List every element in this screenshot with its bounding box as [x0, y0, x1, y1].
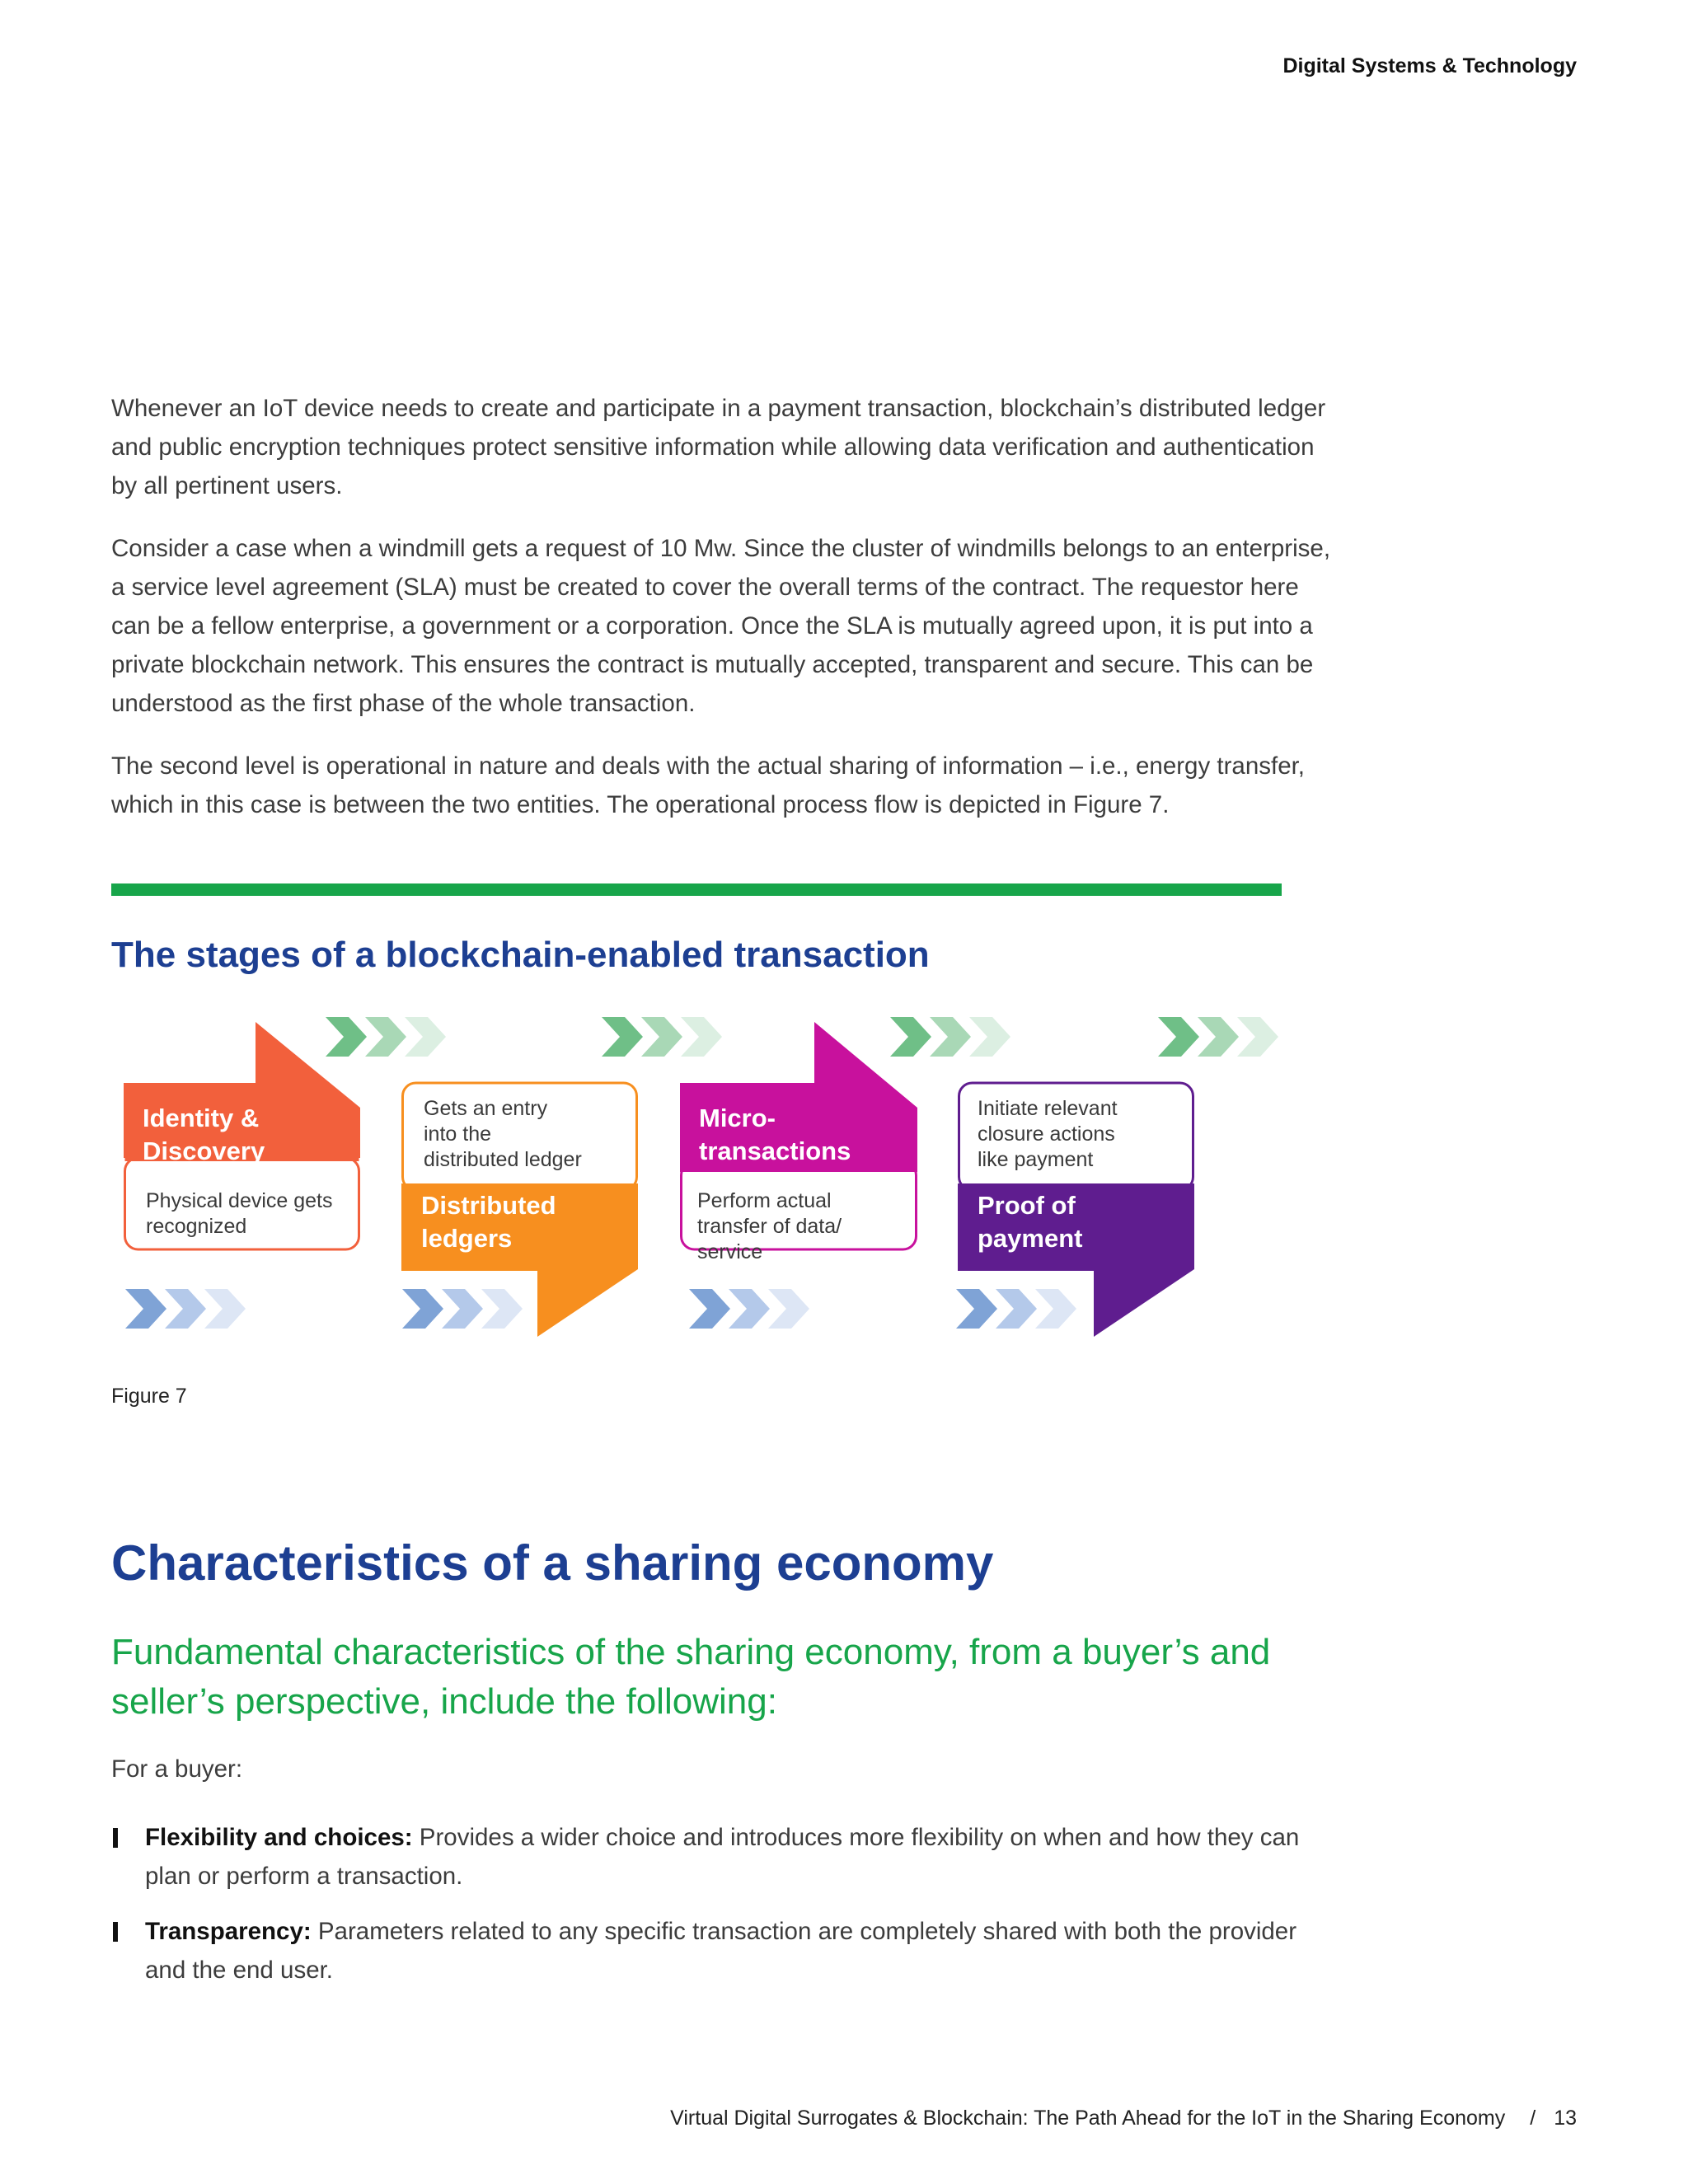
figure-caption: Figure 7	[111, 1385, 187, 1408]
bullet-marker	[113, 1828, 118, 1848]
footer-separator: /	[1530, 2107, 1536, 2130]
for-buyer-label: For a buyer:	[111, 1755, 243, 1783]
stage-2-label: Distributed ledgers	[421, 1191, 556, 1253]
transaction-stages-diagram	[115, 997, 1294, 1343]
figure-title: The stages of a blockchain-enabled transaction	[111, 935, 930, 975]
stage-1-description: Physical device gets recognized	[146, 1189, 333, 1238]
section-divider	[111, 883, 1282, 896]
stage-1-label: Identity & Discovery	[143, 1104, 265, 1165]
page-header-title: Digital Systems & Technology	[1282, 54, 1577, 77]
stage-3-label: Micro- transactions	[699, 1104, 851, 1165]
section-heading: Characteristics of a sharing economy	[111, 1535, 994, 1591]
page-number: 13	[1554, 2107, 1577, 2130]
footer-document-title: Virtual Digital Surrogates & Blockchain: The Path Ahead for the IoT in the Sharing Economy	[670, 2107, 1506, 2130]
section-subheading: Fundamental characteristics of the sharing economy, from a buyer’s and seller’s perspective, include the following:	[111, 1632, 1271, 1722]
bullet-text: Provides a wider choice and introduces more flexibility on when and how they can plan or perform a transaction.	[145, 1824, 1300, 1890]
stage-4-description: Initiate relevant closure actions like payment	[978, 1097, 1118, 1171]
bullet-term: Flexibility and choices:	[145, 1824, 413, 1851]
bullet-marker	[113, 1922, 118, 1942]
bullet-text: Parameters related to any specific transaction are completely shared with both the provider and the end user.	[145, 1918, 1297, 1984]
intro-paragraph-2: Consider a case when a windmill gets a request of 10 Mw. Since the cluster of windmills belongs to an enterprise, a service level agreement (SLA) must be created to cover the overall terms of the contract. The requestor here can be a fellow enterprise, a government or a corporation. Once the SLA is mutually agreed upon, it is put into a private blockchain network. This ensures the contract is mutually accepted, transparent and secure. This can be understood as the first phase of the whole transaction.	[111, 535, 1331, 717]
stage-3-description: Perform actual transfer of data/ service	[697, 1189, 842, 1263]
bullet-term: Transparency:	[145, 1918, 312, 1945]
intro-paragraph-3: The second level is operational in nature and deals with the actual sharing of information – i.e., energy transfer, which in this case is between the two entities. The operational process flow is depicted in Figure 7.	[111, 752, 1305, 818]
stage-2-description: Gets an entry into the distributed ledger	[424, 1097, 582, 1171]
intro-paragraph-1: Whenever an IoT device needs to create and participate in a payment transaction, blockchain’s distributed ledger and public encryption techniques protect sensitive information while allowing data verification and authentication by all pertinent users.	[111, 395, 1326, 499]
page-footer	[670, 2107, 1577, 2130]
bullet-item-transparency	[111, 1912, 1331, 1990]
stage-4-label: Proof of payment	[978, 1191, 1083, 1253]
bullet-item-flexibility	[111, 1818, 1331, 1896]
